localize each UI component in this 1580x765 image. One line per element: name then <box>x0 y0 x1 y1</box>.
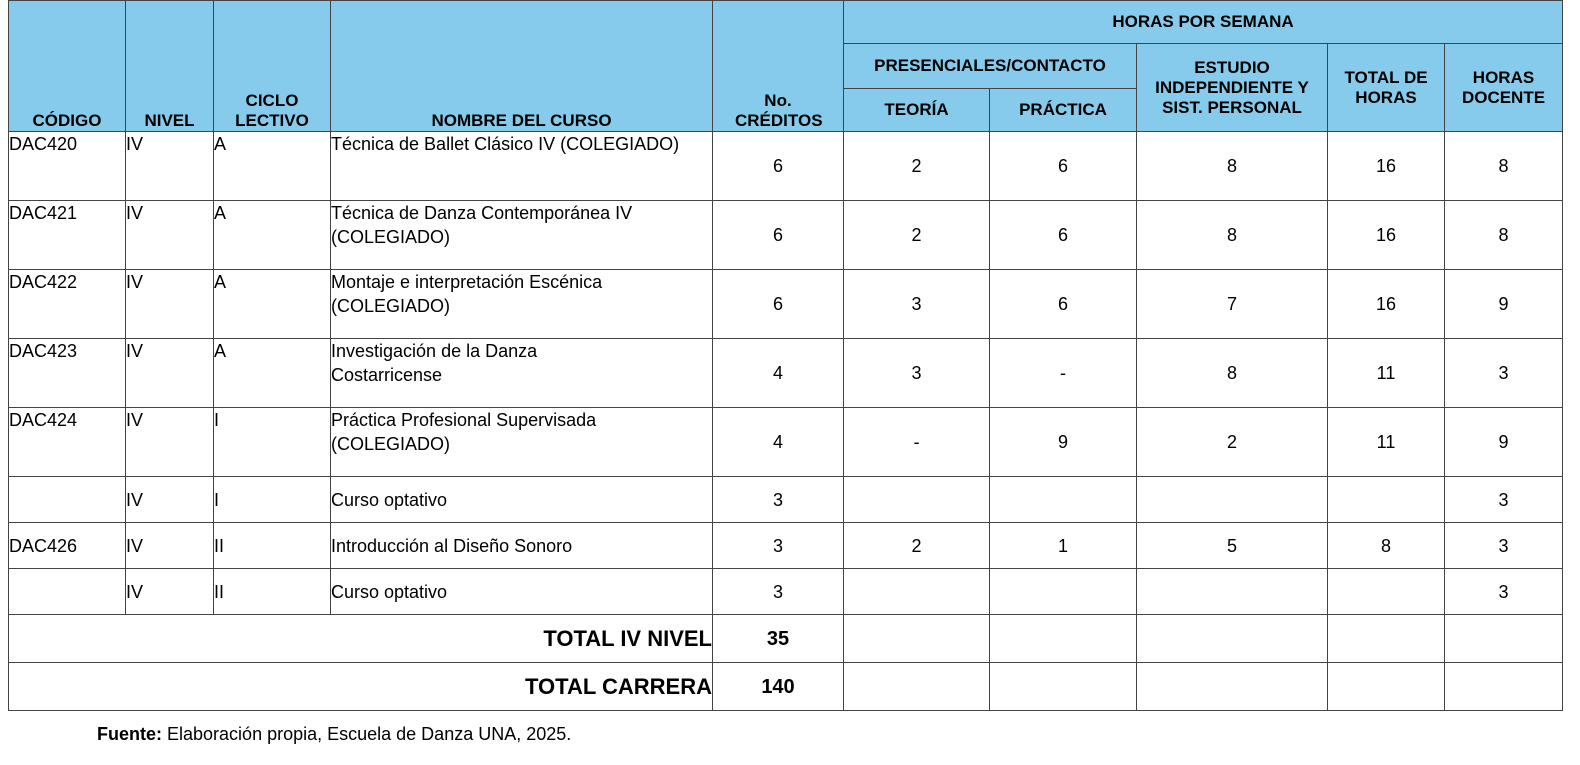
curriculum-table <box>8 0 1563 711</box>
cell-estudio: 8 <box>1137 132 1328 201</box>
cell-practica: 6 <box>990 132 1137 201</box>
table-row <box>9 477 1563 523</box>
cell-nombre: Técnica de Danza Contemporánea IV (COLEGIADO) <box>331 201 713 270</box>
cell-practica: 6 <box>990 201 1137 270</box>
cell-creditos: 4 <box>713 408 844 477</box>
table-row <box>9 523 1563 569</box>
cell-codigo: DAC426 <box>9 523 126 569</box>
cell-practica <box>990 569 1137 615</box>
cell-teoria <box>844 477 990 523</box>
cell-total: 16 <box>1328 132 1445 201</box>
cell-total: 16 <box>1328 270 1445 339</box>
cell-nivel: IV <box>126 270 214 339</box>
empty-cell <box>990 615 1137 663</box>
cell-nombre: Investigación de la Danza Costarricense <box>331 339 713 408</box>
cell-docente: 3 <box>1445 477 1563 523</box>
cell-docente: 9 <box>1445 408 1563 477</box>
cell-nombre: Curso optativo <box>331 477 713 523</box>
cell-total: 11 <box>1328 408 1445 477</box>
empty-cell <box>1137 615 1328 663</box>
cell-estudio <box>1137 569 1328 615</box>
cell-docente: 8 <box>1445 201 1563 270</box>
header-total-horas: TOTAL DE HORAS <box>1328 44 1445 132</box>
cell-total: 11 <box>1328 339 1445 408</box>
cell-estudio: 5 <box>1137 523 1328 569</box>
empty-cell <box>1445 663 1563 711</box>
table-row <box>9 132 1563 201</box>
cell-practica: 1 <box>990 523 1137 569</box>
cell-teoria: 3 <box>844 339 990 408</box>
cell-nombre: Introducción al Diseño Sonoro <box>331 523 713 569</box>
cell-teoria: - <box>844 408 990 477</box>
table-row <box>9 339 1563 408</box>
cell-codigo <box>9 477 126 523</box>
header-nivel: NIVEL <box>126 1 214 132</box>
cell-ciclo: A <box>214 270 331 339</box>
cell-nombre: Montaje e interpretación Escénica (COLEGIADO) <box>331 270 713 339</box>
cell-total: 16 <box>1328 201 1445 270</box>
cell-codigo: DAC421 <box>9 201 126 270</box>
cell-estudio: 7 <box>1137 270 1328 339</box>
cell-ciclo: A <box>214 201 331 270</box>
cell-teoria: 3 <box>844 270 990 339</box>
cell-docente: 3 <box>1445 339 1563 408</box>
header-teoria: TEORÍA <box>844 89 990 132</box>
table-row <box>9 408 1563 477</box>
empty-cell <box>844 615 990 663</box>
cell-nombre: Práctica Profesional Supervisada (COLEGIADO) <box>331 408 713 477</box>
source-label: Fuente: <box>97 724 162 744</box>
header-codigo: CÓDIGO <box>9 1 126 132</box>
header-creditos: No. CRÉDITOS <box>713 1 844 132</box>
cell-total <box>1328 569 1445 615</box>
cell-teoria <box>844 569 990 615</box>
empty-cell <box>990 663 1137 711</box>
total-row-carrera <box>9 663 1563 711</box>
cell-codigo: DAC422 <box>9 270 126 339</box>
empty-cell <box>1137 663 1328 711</box>
cell-nivel: IV <box>126 477 214 523</box>
cell-codigo: DAC424 <box>9 408 126 477</box>
cell-practica: 6 <box>990 270 1137 339</box>
source-text: Elaboración propia, Escuela de Danza UNA, 2025. <box>167 724 572 744</box>
cell-codigo: DAC420 <box>9 132 126 201</box>
cell-ciclo: A <box>214 339 331 408</box>
total-nivel-value: 35 <box>713 615 844 663</box>
total-row-nivel <box>9 615 1563 663</box>
header-horas-semana: HORAS POR SEMANA <box>844 1 1563 44</box>
empty-cell <box>1328 615 1445 663</box>
cell-ciclo: I <box>214 408 331 477</box>
cell-creditos: 3 <box>713 523 844 569</box>
header-horas-docente: HORAS DOCENTE <box>1445 44 1563 132</box>
table-row <box>9 270 1563 339</box>
cell-nivel: IV <box>126 339 214 408</box>
cell-codigo: DAC423 <box>9 339 126 408</box>
cell-practica <box>990 477 1137 523</box>
cell-ciclo: II <box>214 569 331 615</box>
table-row <box>9 569 1563 615</box>
total-carrera-label: TOTAL CARRERA <box>9 663 713 711</box>
total-nivel-label: TOTAL IV NIVEL <box>9 615 713 663</box>
cell-codigo <box>9 569 126 615</box>
cell-total: 8 <box>1328 523 1445 569</box>
table-row <box>9 201 1563 270</box>
cell-creditos: 6 <box>713 132 844 201</box>
cell-nivel: IV <box>126 523 214 569</box>
cell-nivel: IV <box>126 569 214 615</box>
cell-estudio: 2 <box>1137 408 1328 477</box>
cell-estudio <box>1137 477 1328 523</box>
cell-practica: 9 <box>990 408 1137 477</box>
cell-docente: 8 <box>1445 132 1563 201</box>
cell-nivel: IV <box>126 132 214 201</box>
cell-ciclo: A <box>214 132 331 201</box>
cell-nivel: IV <box>126 408 214 477</box>
table-header <box>9 1 1563 132</box>
cell-docente: 3 <box>1445 523 1563 569</box>
cell-docente: 3 <box>1445 569 1563 615</box>
cell-practica: - <box>990 339 1137 408</box>
cell-creditos: 6 <box>713 201 844 270</box>
cell-estudio: 8 <box>1137 201 1328 270</box>
table-body <box>9 132 1563 711</box>
header-nombre: NOMBRE DEL CURSO <box>331 1 713 132</box>
cell-docente: 9 <box>1445 270 1563 339</box>
cell-total <box>1328 477 1445 523</box>
cell-estudio: 8 <box>1137 339 1328 408</box>
header-presenciales: PRESENCIALES/CONTACTO <box>844 44 1137 89</box>
cell-nivel: IV <box>126 201 214 270</box>
empty-cell <box>1445 615 1563 663</box>
cell-creditos: 3 <box>713 477 844 523</box>
header-ciclo: CICLO LECTIVO <box>214 1 331 132</box>
source-note <box>97 724 571 745</box>
total-carrera-value: 140 <box>713 663 844 711</box>
cell-ciclo: I <box>214 477 331 523</box>
cell-teoria: 2 <box>844 132 990 201</box>
cell-teoria: 2 <box>844 523 990 569</box>
cell-creditos: 4 <box>713 339 844 408</box>
header-estudio: ESTUDIO INDEPENDIENTE Y SIST. PERSONAL <box>1137 44 1328 132</box>
cell-nombre: Técnica de Ballet Clásico IV (COLEGIADO) <box>331 132 713 201</box>
cell-teoria: 2 <box>844 201 990 270</box>
header-practica: PRÁCTICA <box>990 89 1137 132</box>
cell-creditos: 6 <box>713 270 844 339</box>
cell-nombre: Curso optativo <box>331 569 713 615</box>
empty-cell <box>844 663 990 711</box>
cell-ciclo: II <box>214 523 331 569</box>
empty-cell <box>1328 663 1445 711</box>
cell-creditos: 3 <box>713 569 844 615</box>
